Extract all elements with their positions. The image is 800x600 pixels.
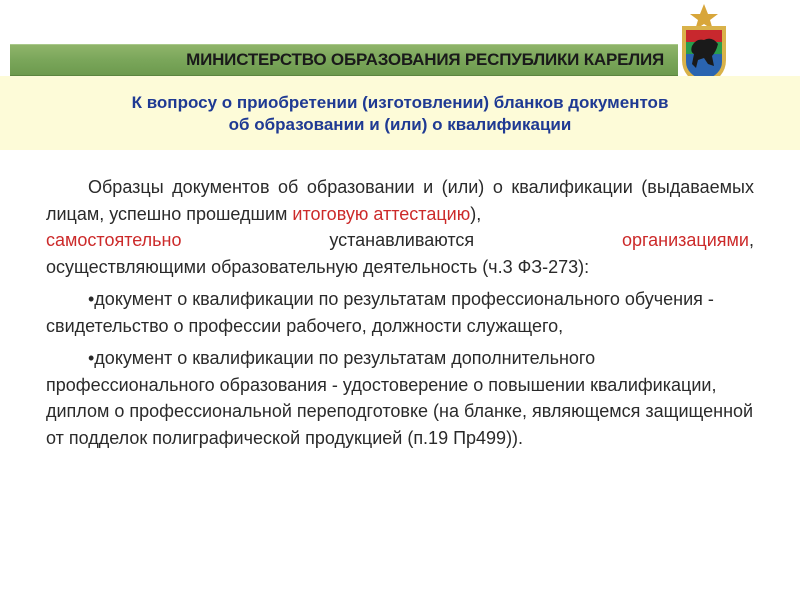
ministry-header-bar (10, 44, 678, 76)
intro-text-1: Образцы документов об образовании и (или) о квалификации (выдаваемых лицам, успешно прошедшим (46, 177, 754, 224)
intro-paragraph (46, 174, 754, 227)
intro-comma: , (748, 230, 754, 250)
intro-word-established: устанавливаются (329, 230, 475, 250)
intro-highlight-organizations: организациями (621, 230, 749, 250)
ministry-name: МИНИСТЕРСТВО ОБРАЗОВАНИЯ РЕСПУБЛИКИ КАРЕЛИЯ (186, 50, 664, 69)
intro-text-3: осуществляющими образовательную деятельность (ч.3 ФЗ-273): (46, 256, 590, 277)
slide-body (46, 174, 754, 451)
slide-title (40, 92, 760, 136)
slide-title-line-1: К вопросу о приобретении (изготовлении) бланков документов (131, 93, 669, 112)
bullet-item-1: •документ о квалификации по результатам профессионального обучения - свидетельство о профессии рабочего, должности служащего, (46, 289, 714, 336)
slide-title-line-2: об образовании и (или) о квалификации (228, 115, 572, 134)
intro-justified-line (46, 227, 754, 254)
intro-highlight-independently: самостоятельно (46, 230, 182, 250)
intro-highlight-attestation: итоговую аттестацию (292, 203, 471, 224)
intro-text-2: ), (470, 203, 482, 224)
bullet-item-2: •документ о квалификации по результатам дополнительного профессионального образования - удостоверение о повышении квалификации, диплом о профессиональной переподготовке (на бланке, являющемся защищенной от подделок полиграфической продукцией (п.19 Пр499)). (46, 348, 754, 448)
